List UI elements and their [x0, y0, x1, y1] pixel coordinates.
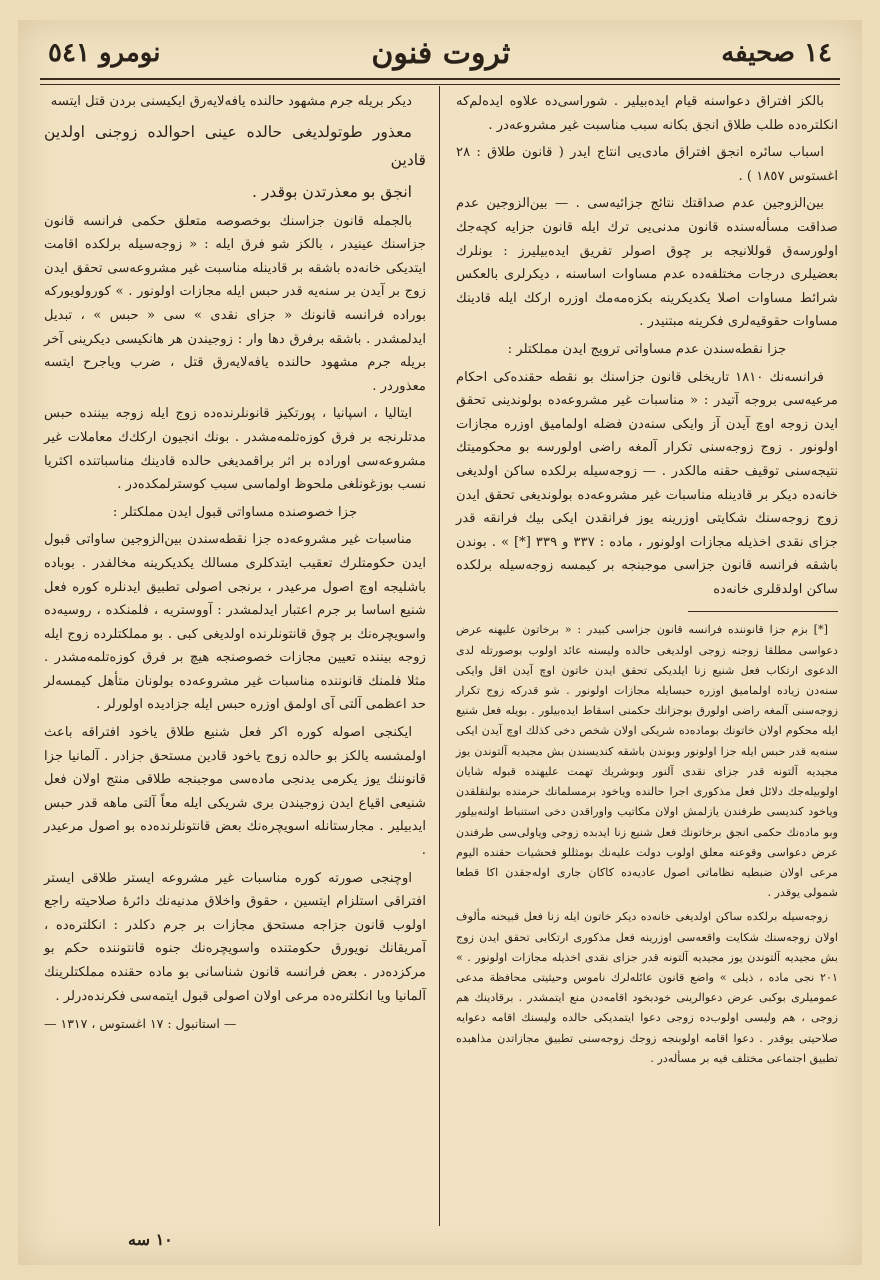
footnote-divider: [688, 611, 838, 612]
paragraph: ديكر بريله جرم مشهود حالنده يافه‌لايه‌رق ايكيسنى بردن قتل ايتسه: [50, 94, 412, 109]
column-divider: [439, 86, 440, 1226]
section-subheading: جزا نقطه‌سندن عدم مساواتى ترويج ايدن مملكتلر :: [507, 341, 787, 357]
paragraph-large: معذور طوتولديغى حالده عينى احوالده زوجنى اولدين قادين: [44, 122, 426, 169]
paragraph: اسباب سائره انجق افتراق مادى‌يى انتاج ايدر ( قانون طلاق : ٢٨ اغستوس ١٨٥٧ ) .: [456, 145, 838, 184]
page-footer-number: ١٠ سه: [128, 1230, 173, 1249]
footnote: [*] بزم جزا قانوننده فرانسه قانون جزاسى كبيدر : « برخاتون عليهنه عرض دعواسى مطلقا زوجنه زوجى اولديغى حالده وليسنه عائد اولوب بوصورتله لدى الدعوى ارتكاب فعل شنيع زنا ايلديكى تحقق ايدن خاتون اوچ آيدن اقل وايكى سنه‌دن زياده اولماميق اوزره حبسايله مجازات اولونور . شو قدركه زوج تكرار زوجه‌سنى آلمغه راضى اولورق بوجزانك حكمنى اسقاط ايده‌بيلور . بويله فعل شنيع ايله محكوم اولان خاتونك بوماده‌ده شريكى اولان شخص دخى كذلك اوچ آيدن ايكى سنه‌يه قدر حبس ايله جزا اولونور وبوندن باشقه كنديسندن بش مجيديه آلتوندن يوز مجيديه آلتونه قدر جزاى نقدى آلنور وبوشريك تهمت عليهنده قبوله شايان اولوبيله‌جك دلائل فعل مذكورى اجرا حالنده وياخود برمسلمانك حرمنده بولنقلقدن وياخود كنديسى طرفندن يازلمش اولان مكاتيب واوراقدن دخى استنباط اولنه‌بيلور وبو ماده‌نك حكمى انجق برخاتونك فعل شنيع زنا ايدبده زوجى وياولى‌سى طرفندن عرض دعواسى وقوعنه معلق اولوب دولت عليه‌نك بومثللو فحشيات حقنده اليوم مرعى اولان ضبطيه نظاماتى اصول عاديه‌ده كاكان جارى اوله‌جقدن اكا قطعا شمولى يوقدر .: [456, 623, 838, 900]
header-rule: [40, 78, 840, 85]
paragraph: بالجمله قانون جزاسنك بوخصوصه متعلق حكمى فرانسه قانون جزاسنك عينيدر ، بالكز شو فرق ايله : « زوجه‌سيله برلكده اقامت ايتديكى خانه‌ده باشقه بر قادينله مناسبت غير مشروعه‌سى تحقق ايدن زوج بر آيدن بر سنه‌يه قدر حبس ايله مجازات اولونور . » كورولويوركه بوراده فرانسه قانونك « جزاى نقدى » سى « حبس » ، تبديل ايدلمشدر . باشقه برفرق دها وار : زوجيندن هر هانكيسى ديكرينى آخر بريله جرم مشهود حالنده يافه‌لايه‌رق قتل ، ضرب وياجرح ايتسه معذوردر .: [44, 213, 426, 394]
journal-title: ثروت فنون: [371, 35, 511, 71]
paragraph: فرانسه‌نك ١٨١٠ تاريخلى قانون جزاسنك بو نقطه حقنده‌كى احكام مرعيه‌سى بروجه آتيدر : « مناسبات غير مشروعه‌ده بولوندينى تحقق ايدن زوجه اوچ آيدن آز وايكى سنه‌دن فضله اولماميق اوزره مجازات اولونور . زوج زوجه‌سنى تكرار آلمغه راضى اولورسه بو محكوميتك نتيجه‌سنى توقيف حقنه مالكدر . — زوجه‌سيله برلكده ساكن اولديغى خانه‌ده ديكر بر قادينله مناسبات غير مشروعه‌ده بولونديغى تحقق ايدن زوج زوجه‌سنك شكايتى اوزرينه يوز فرانقدن ايكى بيك فرانقه قدر جزاى نقدى اخذيله مجازات اولونور ، ماده : ٣٣٧ و ٣٣٩ [*] » . بوندن باشقه فرانسه قانون جزاسى موجبنجه بر كيمسه زوجه‌سيله برلكده ساكن اولدقلرى خانه‌ده: [456, 369, 838, 597]
paragraph-large: انجق بو معذرتدن بوقدر .: [251, 182, 412, 201]
footnotes: [456, 620, 838, 1068]
footnote: زوجه‌سيله برلكده ساكن اولديغى خانه‌ده ديكر خاتون ايله زنا فعل قبيحنه مألوف اولان زوجه‌سنك شكايت واقعه‌سى اوزرينه فعل مذكورى ارتكابى تحقق ايدن زوج بش مجيديه آلتوندن يوز مجيديه آلتونه قدر جزاى نقدى اخذيله مجازات اولونور . » ٢٠١ نجى ماده ، ذيلى » واضع قانون عائله‌لرك ناموس وحيثيتى محافظة مدعى عموميلرى بوكبى عرض دعوالرينى خودبخود اقامه‌دن منع ايتمشدر . برقادينك هم زوجى ، هم وليسى اولوب‌ده زوجى دعوا ايتمديكى حالده وليسنك اقامه دعوايه صلاحيتى يوقدر . دعوا اقامه اولوبنجه زوجك زوجه‌سنى تطبيق مجازاتدن مذاهبده تطبيق اجتماعى مختلف فيه بر مسأله‌در .: [456, 910, 838, 1065]
newspaper-page: [18, 20, 862, 1265]
paragraph: اوچنجى صورته كوره مناسبات غير مشروعه ايستر طلاقى ايستر افتراقى استلزام ايتسين ، حقوق واخلاق مدنيه‌نك دائرۀ صلاحيته راجع اولوب قانون جزاجه مستحق مجازات بر جرم دكلدر : انكلتره‌ده ، آمريقانك نويورق حكومتنده واسويچره‌نك جنوه قانتوننده حكم بو مركزده‌در . بعض فرانسه قانون شناسانى بو ماده حقنده مملكتلرينك آلمانيا ويا انكلتره‌ده مرعى اولان اصولى قبول ايتمه‌سى فكرنده‌درلر .: [44, 870, 426, 1004]
paragraph: ايكنجى اصوله كوره اكر فعل شنيع طلاق ياخود افتراقه باعث اولمشسه يالكز بو حالده زوج ياخود قادين مستحق جزادر . آلمانيا جزا قانوننك يوز يكرمى يدنجى ماده‌سى موجبنجه طلاقى منتج اولان فعل شنيعى اقياع ايدن زوجيندن برى شريكى ايله معاً آلتى ماهه قدر حبس ايدبيلير . مجارستانله اسويچره‌نك بعض قانتونلرنده‌ده بو اصول مرعيدر .: [44, 725, 426, 859]
signature-line: — استانبول : ١٧ اغستوس ، ١٣١٧ —: [44, 1016, 237, 1032]
left-column: [44, 90, 426, 1040]
page-label: ١٤ صحيفه: [721, 38, 832, 68]
paragraph: مناسبات غير مشروعه‌ده جزا نقطه‌سندن بين‌الزوجين ساواتى قبول ايدن حكومتلرك تعقيب ايتدكلرى مسالك يكديكرينه مخالفدر . بوباده باشليجه اوچ اصول مرعيدر ، برنجى اصولى تطبيق ايدنلره كوره فعل شنيع اساسا بر جرم اعتبار ايدلمشدر : آووستريه ، فلمنكده ، روسيه‌ده واسويچره‌نك بر چوق قانتونلرنده اولديغى كبى . بو مملكتلرده زوج ايله زوجه بيننده تعيين مجازات خصوصنجه هيچ بر فرق كوزه‌تلمه‌مشدر . مثلا فلمنك قانوننده مناسبات غير مشروعه‌ده بولونان متأهل كيمسه‌لر حد اعظمى آلتى آى اولمق اوزره حبس ايله جزاديده اولورلر .: [44, 532, 426, 713]
right-column: [456, 90, 838, 1073]
section-subheading: جزا خصوصنده مساواتى قبول ايدن مملكتلر :: [112, 504, 358, 520]
page-header: [48, 32, 832, 74]
issue-label: نومرو ٥٤١: [48, 38, 161, 68]
paragraph: ايتاليا ، اسپانيا ، پورتكيز قانونلرنده‌ده زوج ايله زوجه بيننده حبس مدتلرنجه بر فرق كوزه‌تلمه‌مشدر . بونك انجيون اركك‌ك معاملات غير مشروعه‌سى اوراده بر اثر براقمديغى حالده قادينك مناسباتنده اكثريا نسب بوزغونلغى ملحوظ اولماسى سبب كوسترلمكده‌در .: [44, 406, 426, 493]
paragraph: بالكز افتراق دعواسنه قيام ايده‌بيلير . شوراسى‌ده علاوه ايده‌لم‌كه انكلتره‌ده طلب طلاق انجق بكانه سبب مناسبت غير مشروعه‌در .: [456, 94, 838, 133]
paragraph: بين‌الزوجين عدم صداقتك نتائج جزائيه‌سى . — بين‌الزوجين عدم صداقت مسأله‌سنده قانون مدنى‌يى ترك ايله قانون جزايه كچه‌جك اولورسه‌ق قوللانيجه بر چوق اصولر تفريق ايده‌بيليرز : بونلرك بعضيلرى درجات مختلفه‌ده عدم مساوات اساسنه ، ديكرلرى بالعكس شرائط مساوات اصلا يكديكرينه بكزه‌مه‌مك اوزره اركك ايله قادينك مساوات حقوقيه‌لرى فكرينه مبتنيدر .: [456, 196, 838, 330]
